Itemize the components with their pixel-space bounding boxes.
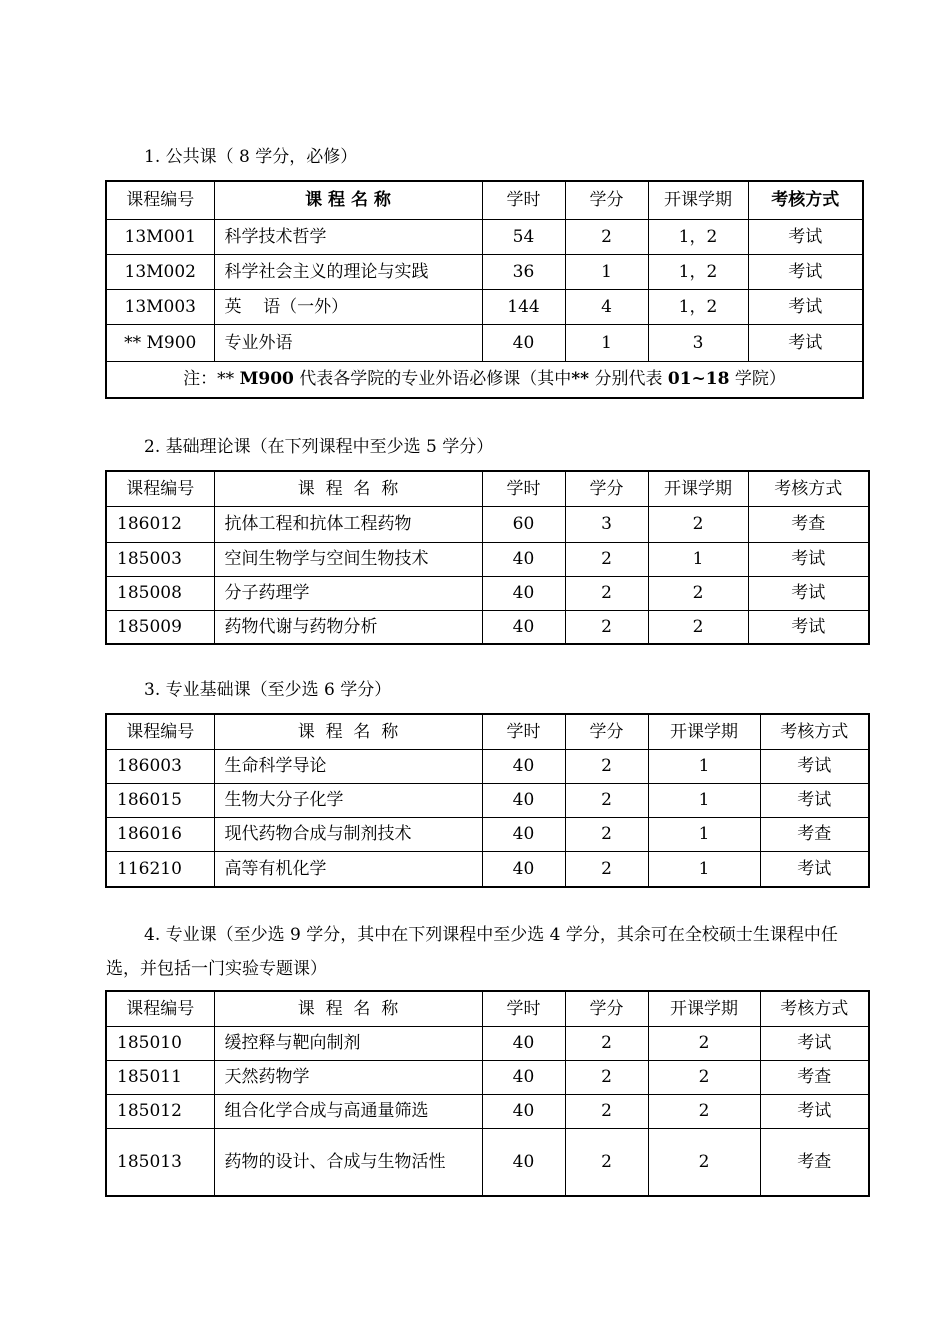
course-assessment: 考试 <box>748 219 863 254</box>
course-hours: 40 <box>482 1094 565 1128</box>
table-row <box>106 851 869 887</box>
table-header-row <box>106 991 869 1026</box>
course-assessment: 考试 <box>748 254 863 289</box>
course-hours: 40 <box>482 610 565 644</box>
section1-heading: 1. 公共课（ 8 学分，必修） <box>144 147 358 167</box>
section4-heading: 4. 专业课（至少选 9 学分，其中在下列课程中至少选 4 学分，其余可在全校硕士生课程中任选，并包括一门实验专题课） <box>106 925 838 979</box>
course-semester: 1 <box>648 542 748 576</box>
course-assessment: 考查 <box>760 1060 869 1094</box>
course-credits: 2 <box>565 542 648 576</box>
course-semester: 3 <box>648 324 748 361</box>
course-hours: 40 <box>482 749 565 783</box>
course-name: 生命科学导论 <box>214 749 482 783</box>
course-credits: 4 <box>565 289 648 324</box>
header-assessment: 考核方式 <box>760 714 869 749</box>
table-row <box>106 542 869 576</box>
course-code: 186015 <box>106 783 214 817</box>
course-name: 分子药理学 <box>214 576 482 610</box>
course-code: 116210 <box>106 851 214 887</box>
course-code: 186012 <box>106 506 214 542</box>
course-code: 185013 <box>106 1128 214 1196</box>
course-credits: 2 <box>565 610 648 644</box>
course-name: 高等有机化学 <box>214 851 482 887</box>
course-code: 13M003 <box>106 289 214 324</box>
table-row <box>106 1128 869 1196</box>
course-hours: 60 <box>482 506 565 542</box>
course-assessment: 考试 <box>760 749 869 783</box>
table-row <box>106 749 869 783</box>
header-course-code: 课程编号 <box>106 714 214 749</box>
course-name: 生物大分子化学 <box>214 783 482 817</box>
course-name: 缓控释与靶向制剂 <box>214 1026 482 1060</box>
course-assessment: 考试 <box>760 1026 869 1060</box>
header-course-name: 课 程 名 称 <box>214 471 482 506</box>
section4-table <box>105 990 870 1197</box>
course-assessment: 考试 <box>748 610 869 644</box>
course-semester: 1，2 <box>648 219 748 254</box>
course-semester: 2 <box>648 1094 760 1128</box>
course-semester: 1 <box>648 817 760 851</box>
header-course-code: 课程编号 <box>106 181 214 219</box>
course-hours: 40 <box>482 542 565 576</box>
header-course-name: 课 程 名 称 <box>214 181 482 219</box>
course-hours: 40 <box>482 783 565 817</box>
header-semester: 开课学期 <box>648 471 748 506</box>
course-name: 抗体工程和抗体工程药物 <box>214 506 482 542</box>
course-hours: 144 <box>482 289 565 324</box>
course-code: 185010 <box>106 1026 214 1060</box>
table-row <box>106 610 869 644</box>
header-hours: 学时 <box>482 991 565 1026</box>
course-assessment: 考试 <box>748 576 869 610</box>
note-text: 分别代表 <box>589 369 668 390</box>
course-hours: 40 <box>482 851 565 887</box>
header-course-name: 课 程 名 称 <box>214 714 482 749</box>
course-credits: 2 <box>565 1026 648 1060</box>
course-assessment: 考试 <box>760 851 869 887</box>
course-credits: 2 <box>565 219 648 254</box>
section1-table <box>105 180 864 399</box>
table-header-row <box>106 714 869 749</box>
header-course-name: 课 程 名 称 <box>214 991 482 1026</box>
table-row <box>106 1060 869 1094</box>
course-assessment: 考试 <box>748 289 863 324</box>
course-code: 186016 <box>106 817 214 851</box>
course-assessment: 考查 <box>760 817 869 851</box>
section2-heading: 2. 基础理论课（在下列课程中至少选 5 学分） <box>144 437 494 457</box>
table-row <box>106 817 869 851</box>
course-semester: 2 <box>648 1060 760 1094</box>
course-assessment: 考试 <box>760 1094 869 1128</box>
course-name: 空间生物学与空间生物技术 <box>214 542 482 576</box>
course-credits: 2 <box>565 1060 648 1094</box>
course-code: 13M002 <box>106 254 214 289</box>
course-semester: 1，2 <box>648 289 748 324</box>
table-note-row <box>106 361 863 398</box>
table-row <box>106 254 863 289</box>
course-hours: 40 <box>482 1026 565 1060</box>
course-hours: 40 <box>482 817 565 851</box>
course-assessment: 考试 <box>760 783 869 817</box>
course-semester: 1，2 <box>648 254 748 289</box>
course-credits: 2 <box>565 851 648 887</box>
course-hours: 40 <box>482 1060 565 1094</box>
header-semester: 开课学期 <box>648 181 748 219</box>
note-stars: ** <box>571 369 590 390</box>
course-assessment: 考查 <box>760 1128 869 1196</box>
course-name: 现代药物合成与制剂技术 <box>214 817 482 851</box>
course-semester: 1 <box>648 851 760 887</box>
course-code: 185011 <box>106 1060 214 1094</box>
course-name: 专业外语 <box>214 324 482 361</box>
section2-table <box>105 470 870 645</box>
table-row <box>106 324 863 361</box>
header-credits: 学分 <box>565 181 648 219</box>
header-credits: 学分 <box>565 471 648 506</box>
table-row <box>106 219 863 254</box>
course-code: 185003 <box>106 542 214 576</box>
table-row <box>106 289 863 324</box>
course-assessment: 考试 <box>748 324 863 361</box>
section3-table <box>105 713 870 888</box>
course-name: 英 语（一外） <box>214 289 482 324</box>
course-credits: 2 <box>565 576 648 610</box>
note-text: 学院） <box>729 369 786 390</box>
table-header-row <box>106 181 863 219</box>
header-assessment: 考核方式 <box>748 181 863 219</box>
course-hours: 40 <box>482 1128 565 1196</box>
section3-heading: 3. 专业基础课（至少选 6 学分） <box>144 680 392 700</box>
header-hours: 学时 <box>482 181 565 219</box>
course-name: 药物代谢与药物分析 <box>214 610 482 644</box>
course-code: 13M001 <box>106 219 214 254</box>
course-credits: 2 <box>565 783 648 817</box>
course-semester: 2 <box>648 1128 760 1196</box>
course-semester: 2 <box>648 610 748 644</box>
header-credits: 学分 <box>565 714 648 749</box>
header-semester: 开课学期 <box>648 714 760 749</box>
table-row <box>106 576 869 610</box>
course-hours: 36 <box>482 254 565 289</box>
course-name: 科学技术哲学 <box>214 219 482 254</box>
course-code: 186003 <box>106 749 214 783</box>
header-hours: 学时 <box>482 714 565 749</box>
course-credits: 1 <box>565 324 648 361</box>
course-assessment: 考查 <box>748 506 869 542</box>
course-semester: 2 <box>648 576 748 610</box>
course-semester: 1 <box>648 749 760 783</box>
header-semester: 开课学期 <box>648 991 760 1026</box>
course-hours: 40 <box>482 576 565 610</box>
course-code: 185008 <box>106 576 214 610</box>
table-row <box>106 1026 869 1060</box>
note-text: 注：** <box>183 369 240 390</box>
table-row <box>106 506 869 542</box>
course-semester: 1 <box>648 783 760 817</box>
note-range: 01~18 <box>667 369 730 390</box>
course-name: 科学社会主义的理论与实践 <box>214 254 482 289</box>
course-assessment: 考试 <box>748 542 869 576</box>
header-course-code: 课程编号 <box>106 471 214 506</box>
course-hours: 40 <box>482 324 565 361</box>
header-course-code: 课程编号 <box>106 991 214 1026</box>
table-note <box>106 361 863 398</box>
course-credits: 2 <box>565 749 648 783</box>
course-code: 185012 <box>106 1094 214 1128</box>
course-credits: 2 <box>565 817 648 851</box>
course-hours: 54 <box>482 219 565 254</box>
course-credits: 2 <box>565 1094 648 1128</box>
header-credits: 学分 <box>565 991 648 1026</box>
header-hours: 学时 <box>482 471 565 506</box>
course-credits: 3 <box>565 506 648 542</box>
table-row <box>106 783 869 817</box>
table-row <box>106 1094 869 1128</box>
course-name: 组合化学合成与高通量筛选 <box>214 1094 482 1128</box>
header-assessment: 考核方式 <box>748 471 869 506</box>
course-credits: 2 <box>565 1128 648 1196</box>
course-name: 天然药物学 <box>214 1060 482 1094</box>
header-assessment: 考核方式 <box>760 991 869 1026</box>
course-code: 185009 <box>106 610 214 644</box>
note-text: 代表各学院的专业外语必修课（其中 <box>293 369 572 390</box>
course-credits: 1 <box>565 254 648 289</box>
course-name: 药物的设计、合成与生物活性 <box>214 1128 482 1196</box>
course-semester: 2 <box>648 1026 760 1060</box>
note-code: M900 <box>239 369 294 390</box>
table-header-row <box>106 471 869 506</box>
course-code: ** M900 <box>106 324 214 361</box>
course-semester: 2 <box>648 506 748 542</box>
